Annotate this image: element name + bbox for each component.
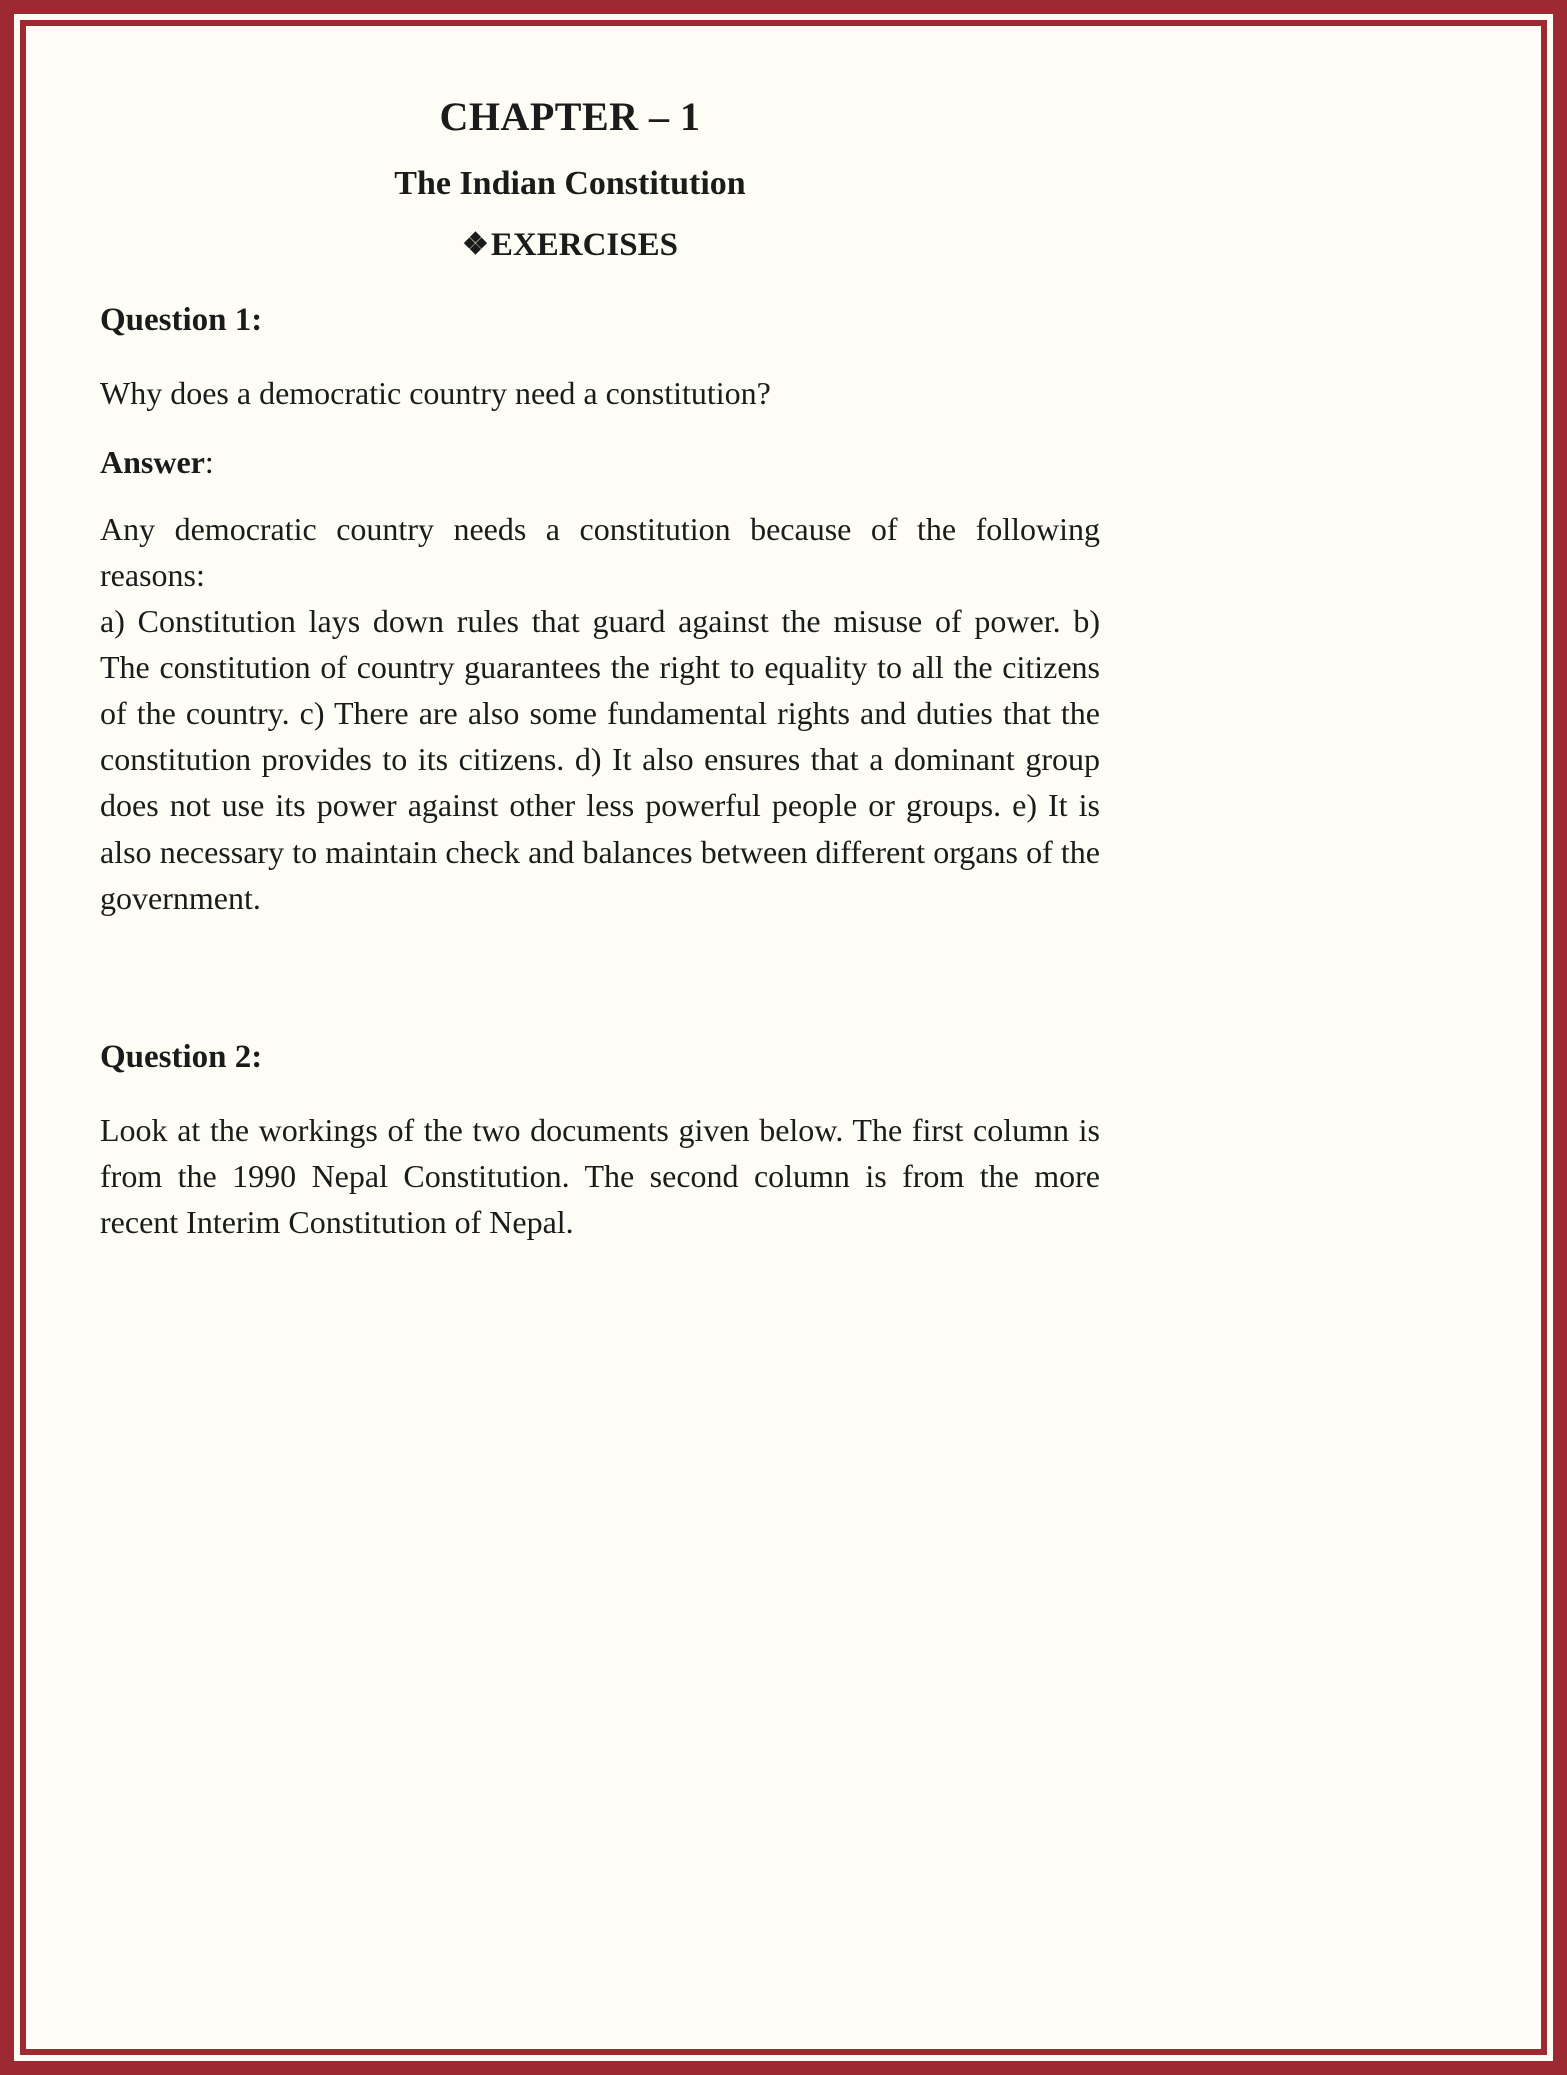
exercises-heading	[100, 228, 1100, 263]
chapter-title: CHAPTER – 1	[439, 94, 701, 139]
exercises-label: EXERCISES	[490, 226, 678, 263]
diamond-bullet-icon: ❖	[462, 227, 489, 261]
answer-colon: :	[204, 443, 214, 480]
question-2-text: Look at the workings of the two documents given below. The first column is from the 1990 Nepal Constitution. The second column is from the more recent Interim Constitution of Nepal.	[100, 1111, 1100, 1241]
answer-1-label	[100, 445, 1100, 480]
question-1-label: Question 1:	[100, 302, 263, 339]
chapter-subtitle: The Indian Constitution	[394, 165, 746, 202]
question-2-label: Question 2:	[100, 1038, 263, 1075]
paper-surface	[26, 26, 1541, 2049]
document-content	[100, 96, 1100, 1245]
section-spacer	[100, 921, 1100, 1039]
answer-1-reasons: a) Constitution lays down rules that guard against the misuse of power. b) The constitution of country guarantees the right to equality to all the citizens of the country. c) There are also some fundamental rights and duties that the constitution provides to its citizens. d) It also ensures that a dominant group does not use its power against other less powerful people or groups. e) It is also necessary to maintain check and balances between different organs of the government.	[100, 603, 1100, 916]
answer-1-intro: Any democratic country needs a constitution because of the following reasons:	[100, 510, 1100, 594]
answer-word: Answer	[100, 443, 205, 480]
answer-1-body	[100, 506, 1100, 921]
question-1-text: Why does a democratic country need a constitution?	[100, 374, 771, 411]
